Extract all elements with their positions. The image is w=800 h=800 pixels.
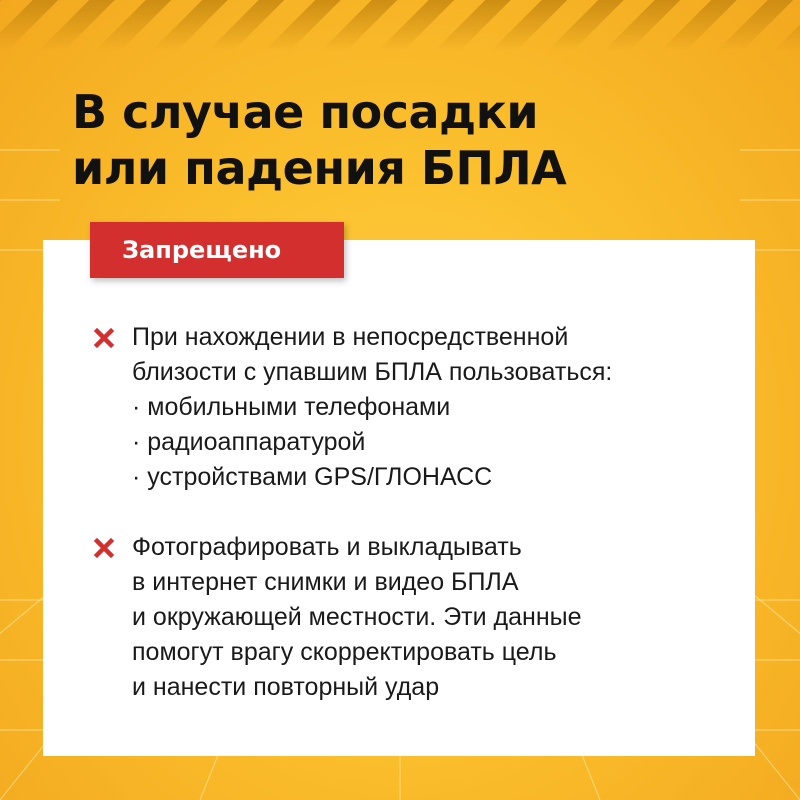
prohibited-badge: Запрещено (90, 222, 344, 278)
cross-icon (93, 537, 115, 559)
item-line: в интернет снимки и видео БПЛА (132, 568, 519, 596)
item-line: и нанести повторный удар (132, 673, 440, 701)
prohibition-text (132, 530, 582, 705)
item-line: Фотографировать и выкладывать (132, 533, 522, 561)
item-line: близости с упавшим БПЛА пользоваться: (132, 358, 613, 386)
page-title (72, 84, 566, 196)
item-line: и окружающей местности. Эти данные (132, 603, 582, 631)
cross-icon (93, 327, 115, 349)
item-line: При нахождении в непосредственной (132, 323, 569, 351)
title-line-2: или падения БПЛА (72, 141, 567, 195)
item-line: · радиоаппаратурой (132, 428, 366, 456)
item-line: · устройствами GPS/ГЛОНАСС (132, 463, 493, 491)
title-line-1: В случае посадки (72, 85, 539, 139)
prohibition-text (132, 320, 612, 495)
prohibition-item (93, 530, 582, 705)
item-line: · мобильными телефонами (132, 393, 451, 421)
hazard-stripes (0, 0, 800, 50)
item-line: помогут врагу скорректировать цель (132, 638, 557, 666)
prohibition-item (93, 320, 612, 495)
